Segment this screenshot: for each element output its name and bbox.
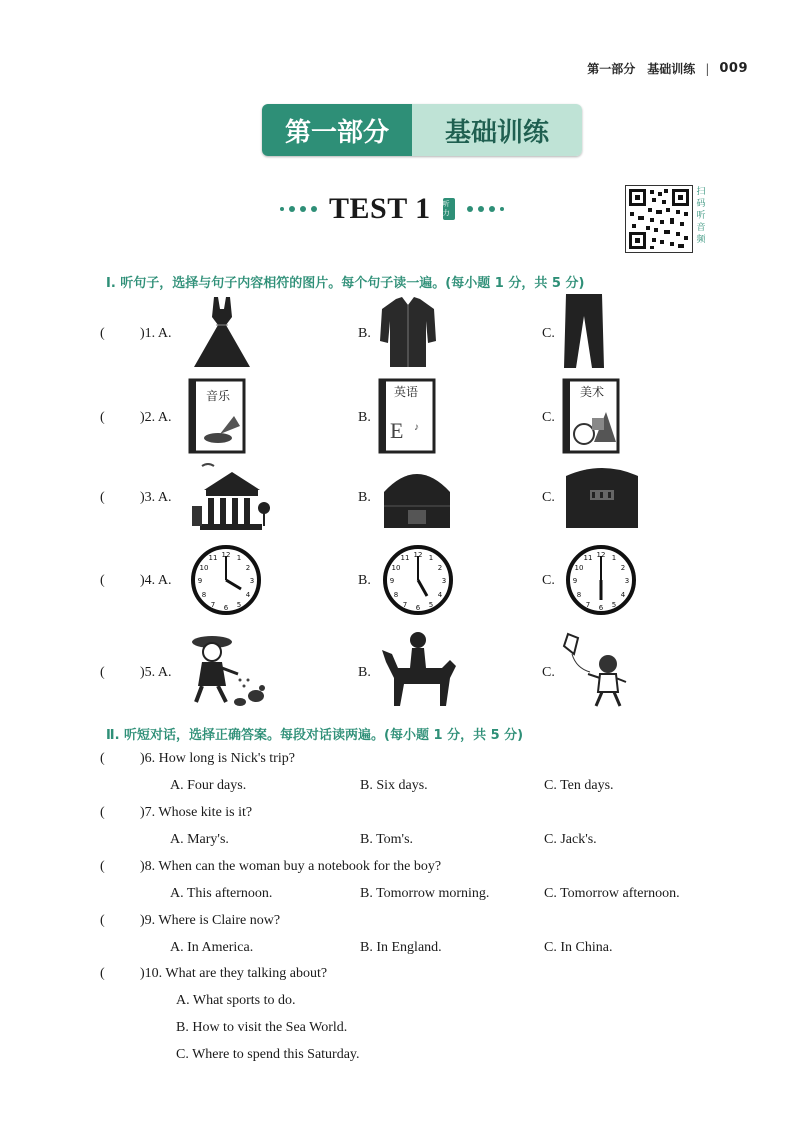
svg-text:2: 2 xyxy=(245,564,251,572)
running-header xyxy=(587,60,748,77)
answer-paren: ( xyxy=(100,326,105,341)
answer-paren: ( xyxy=(100,805,105,820)
option-b-label: B. xyxy=(358,665,371,680)
option-b-label: B. xyxy=(358,490,371,505)
svg-text:6: 6 xyxy=(223,604,229,612)
art-book-image[interactable] xyxy=(562,378,622,454)
answer-paren: ( xyxy=(100,751,105,766)
dress-image[interactable] xyxy=(190,295,254,371)
right-dots-decoration xyxy=(467,206,504,212)
svg-text:4: 4 xyxy=(620,591,626,599)
svg-text:11: 11 xyxy=(400,554,410,562)
svg-text:2: 2 xyxy=(437,564,443,572)
running-title: 第一部分 基础训练 xyxy=(587,62,696,76)
domed-building-image[interactable] xyxy=(378,462,456,532)
trousers-image[interactable] xyxy=(562,292,606,372)
svg-text:7: 7 xyxy=(402,601,408,609)
svg-text:11: 11 xyxy=(208,554,218,562)
option-c-label: C. xyxy=(542,665,555,680)
question-6-text: )6. How long is Nick's trip? xyxy=(140,751,295,766)
question-5-label: )5. A. xyxy=(140,665,172,680)
option-b-label: B. xyxy=(358,410,371,425)
answer-paren: ( xyxy=(100,490,105,505)
museum-building-image[interactable] xyxy=(188,462,270,532)
qr-label: 扫码听音频 xyxy=(696,187,706,245)
question-3-label: )3. A. xyxy=(140,490,172,505)
clock-4-oclock-image[interactable] xyxy=(190,544,262,616)
option-c-label: C. xyxy=(542,410,555,425)
question-8-option-c[interactable]: C. Tomorrow afternoon. xyxy=(544,886,680,901)
answer-paren: ( xyxy=(100,966,105,981)
question-6-option-c[interactable]: C. Ten days. xyxy=(544,778,614,793)
clock-6-oclock-image[interactable] xyxy=(565,544,637,616)
question-8-text: )8. When can the woman buy a notebook for the boy? xyxy=(140,859,442,874)
svg-text:1: 1 xyxy=(611,554,617,562)
svg-text:7: 7 xyxy=(210,601,216,609)
option-c-label: C. xyxy=(542,573,555,588)
question-9-option-b[interactable]: B. In England. xyxy=(360,940,442,955)
option-c-label: C. xyxy=(542,326,555,341)
svg-text:9: 9 xyxy=(572,577,578,585)
svg-text:1: 1 xyxy=(428,554,434,562)
answer-paren: ( xyxy=(100,573,105,588)
svg-text:8: 8 xyxy=(201,591,207,599)
svg-text:♪: ♪ xyxy=(414,422,419,433)
svg-text:9: 9 xyxy=(389,577,395,585)
svg-text:4: 4 xyxy=(245,591,251,599)
svg-text:3: 3 xyxy=(624,577,630,585)
svg-text:3: 3 xyxy=(249,577,255,585)
question-9-option-a[interactable]: A. In America. xyxy=(170,940,254,955)
question-9-text: )9. Where is Claire now? xyxy=(140,913,281,928)
art-book-label: 美术 xyxy=(580,385,605,399)
english-book-image[interactable] xyxy=(378,378,438,454)
question-7-option-c[interactable]: C. Jack's. xyxy=(544,832,597,847)
header-separator: | xyxy=(705,61,710,76)
svg-text:8: 8 xyxy=(393,591,399,599)
option-b-label: B. xyxy=(358,326,371,341)
music-book-image[interactable] xyxy=(188,378,248,454)
shirt-image[interactable] xyxy=(378,295,438,371)
section-1-heading: Ⅰ. 听句子，选择与句子内容相符的图片。每个句子读一遍。(每小题 1 分，共 5 分) xyxy=(106,276,585,291)
option-b-label: B. xyxy=(358,573,371,588)
boy-riding-horse-image[interactable] xyxy=(378,630,460,710)
svg-text:10: 10 xyxy=(574,564,584,572)
question-10-option-b[interactable]: B. How to visit the Sea World. xyxy=(176,1020,348,1035)
answer-paren: ( xyxy=(100,859,105,874)
svg-text:10: 10 xyxy=(391,564,401,572)
svg-text:7: 7 xyxy=(585,601,591,609)
question-1-label: )1. A. xyxy=(140,326,172,341)
question-8-option-b[interactable]: B. Tomorrow morning. xyxy=(360,886,490,901)
svg-text:5: 5 xyxy=(428,601,434,609)
listening-tag: 听力 xyxy=(443,198,455,220)
banner-topic: 基础训练 xyxy=(412,104,582,156)
question-2-label: )2. A. xyxy=(140,410,172,425)
test-title-row xyxy=(280,192,504,226)
question-10-option-c[interactable]: C. Where to spend this Saturday. xyxy=(176,1047,360,1062)
svg-text:12: 12 xyxy=(596,551,606,559)
svg-text:12: 12 xyxy=(413,551,423,559)
svg-text:11: 11 xyxy=(583,554,593,562)
test-title: TEST 1 xyxy=(329,192,431,225)
svg-text:4: 4 xyxy=(437,591,443,599)
qr-code-icon[interactable] xyxy=(625,185,693,253)
question-4-label: )4. A. xyxy=(140,573,172,588)
question-7-option-b[interactable]: B. Tom's. xyxy=(360,832,414,847)
boy-flying-kite-image[interactable] xyxy=(560,632,636,710)
answer-paren: ( xyxy=(100,665,105,680)
page-number: 009 xyxy=(719,61,748,76)
english-book-label: 英语 xyxy=(394,385,419,399)
svg-text:5: 5 xyxy=(236,601,242,609)
question-6-option-a[interactable]: A. Four days. xyxy=(170,778,247,793)
option-c-label: C. xyxy=(542,490,555,505)
answer-paren: ( xyxy=(100,913,105,928)
svg-text:2: 2 xyxy=(620,564,626,572)
hall-building-image[interactable] xyxy=(562,462,642,532)
svg-text:1: 1 xyxy=(236,554,242,562)
svg-text:9: 9 xyxy=(197,577,203,585)
banner-part: 第一部分 xyxy=(262,104,412,156)
answer-paren: ( xyxy=(100,410,105,425)
section-2-heading: Ⅱ. 听短对话，选择正确答案。每段对话读两遍。(每小题 1 分，共 5 分) xyxy=(106,728,524,743)
question-8-option-a[interactable]: A. This afternoon. xyxy=(170,886,273,901)
question-7-option-a[interactable]: A. Mary's. xyxy=(170,832,229,847)
question-9-option-c[interactable]: C. In China. xyxy=(544,940,613,955)
question-7-text: )7. Whose kite is it? xyxy=(140,805,253,820)
question-10-text: )10. What are they talking about? xyxy=(140,966,328,981)
question-10-option-a[interactable]: A. What sports to do. xyxy=(176,993,296,1008)
svg-text:5: 5 xyxy=(611,601,617,609)
svg-text:3: 3 xyxy=(441,577,447,585)
clock-5-oclock-image[interactable] xyxy=(382,544,454,616)
svg-text:6: 6 xyxy=(598,604,604,612)
svg-text:E: E xyxy=(390,418,404,443)
music-book-label: 音乐 xyxy=(206,389,231,403)
boy-feeding-chickens-image[interactable] xyxy=(188,630,268,710)
question-6-option-b[interactable]: B. Six days. xyxy=(360,778,428,793)
svg-text:6: 6 xyxy=(415,604,421,612)
left-dots-decoration xyxy=(280,206,317,212)
part-banner xyxy=(262,104,582,156)
svg-text:10: 10 xyxy=(199,564,209,572)
svg-text:12: 12 xyxy=(221,551,231,559)
svg-text:8: 8 xyxy=(576,591,582,599)
